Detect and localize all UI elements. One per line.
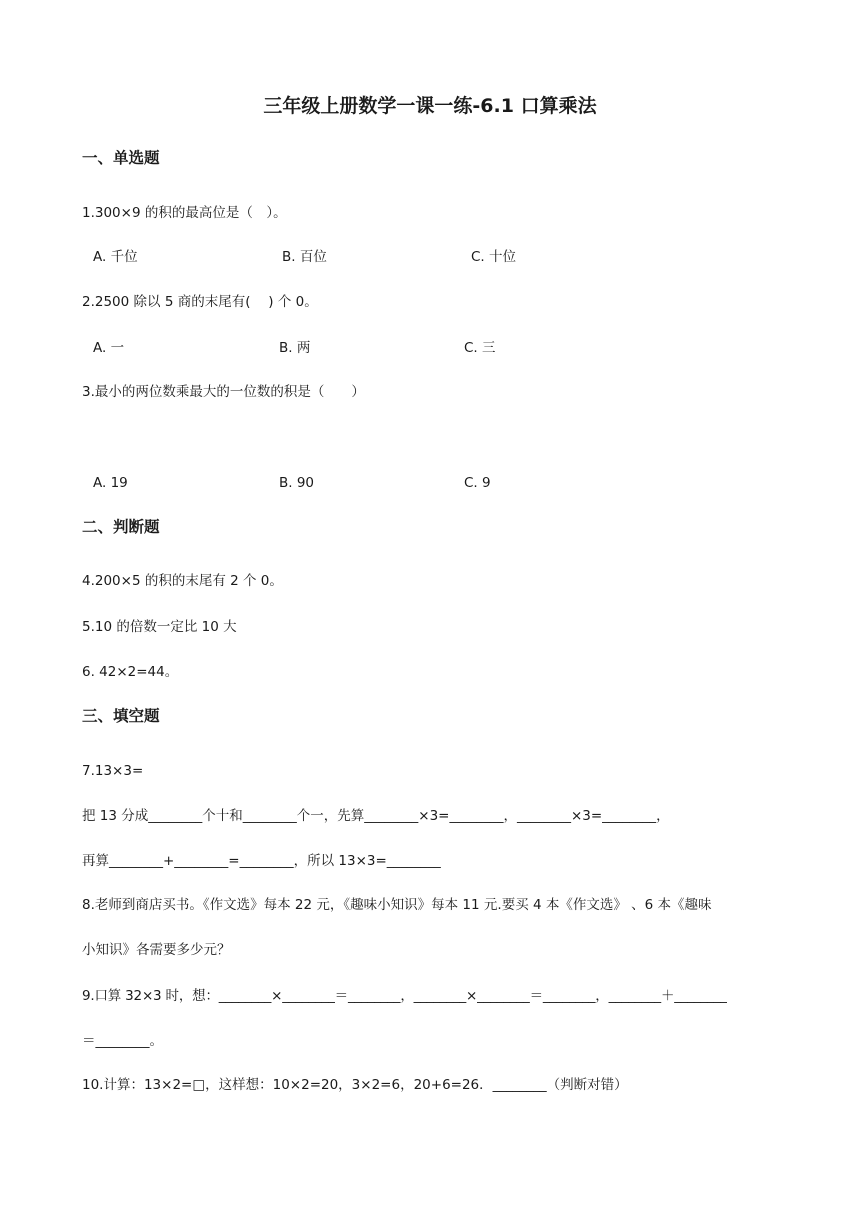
section-heading-true-false: 二、判断题 bbox=[82, 518, 160, 536]
question-2-option-a: A. 一 bbox=[93, 340, 125, 356]
question-3-stem: 3.最小的两位数乘最大的一位数的积是（ ） bbox=[82, 384, 365, 400]
question-4: 4.200×5 的积的末尾有 2 个 0。 bbox=[82, 573, 283, 589]
question-2-option-c: C. 三 bbox=[464, 340, 496, 356]
question-7-line-3: 再算________+________=________，所以 13×3=________ bbox=[82, 853, 441, 869]
question-9-line-2: ＝________。 bbox=[82, 1033, 163, 1049]
question-3-option-a: A. 19 bbox=[93, 475, 128, 491]
question-3-option-c: C. 9 bbox=[464, 475, 491, 491]
question-8-line-1: 8.老师到商店买书。《作文选》每本 22 元，《趣味小知识》每本 11 元.要买 4 本《作文选》 、6 本《趣味 bbox=[82, 897, 712, 913]
question-1-option-b: B. 百位 bbox=[282, 249, 327, 265]
question-5: 5.10 的倍数一定比 10 大 bbox=[82, 619, 237, 635]
question-2-stem: 2.2500 除以 5 商的末尾有( ) 个 0。 bbox=[82, 294, 318, 310]
section-heading-fill-in: 三、填空题 bbox=[82, 707, 160, 725]
question-1-option-a: A. 千位 bbox=[93, 249, 138, 265]
question-2-option-b: B. 两 bbox=[279, 340, 311, 356]
page-title: 三年级上册数学一课一练-6.1 口算乘法 bbox=[263, 95, 597, 117]
section-heading-single-choice: 一、单选题 bbox=[82, 149, 160, 167]
question-9-line-1: 9.口算 32×3 时，想：________×________＝________，________×________＝________，________＋________ bbox=[82, 988, 727, 1004]
question-7-line-1: 7.13×3= bbox=[82, 763, 144, 779]
question-3-option-b: B. 90 bbox=[279, 475, 315, 491]
question-1-option-c: C. 十位 bbox=[471, 249, 517, 265]
question-8-line-2: 小知识》各需要多少元？ bbox=[82, 942, 231, 958]
question-10: 10.计算：13×2=□，这样想：10×2=20，3×2=6，20+6=26．________（判断对错） bbox=[82, 1077, 628, 1093]
question-6: 6. 42×2=44。 bbox=[82, 664, 179, 680]
question-1-stem: 1.300×9 的积的最高位是（ ）。 bbox=[82, 205, 287, 221]
question-7-line-2: 把 13 分成________个十和________个一，先算________×3=________，________×3=________， bbox=[82, 808, 670, 824]
